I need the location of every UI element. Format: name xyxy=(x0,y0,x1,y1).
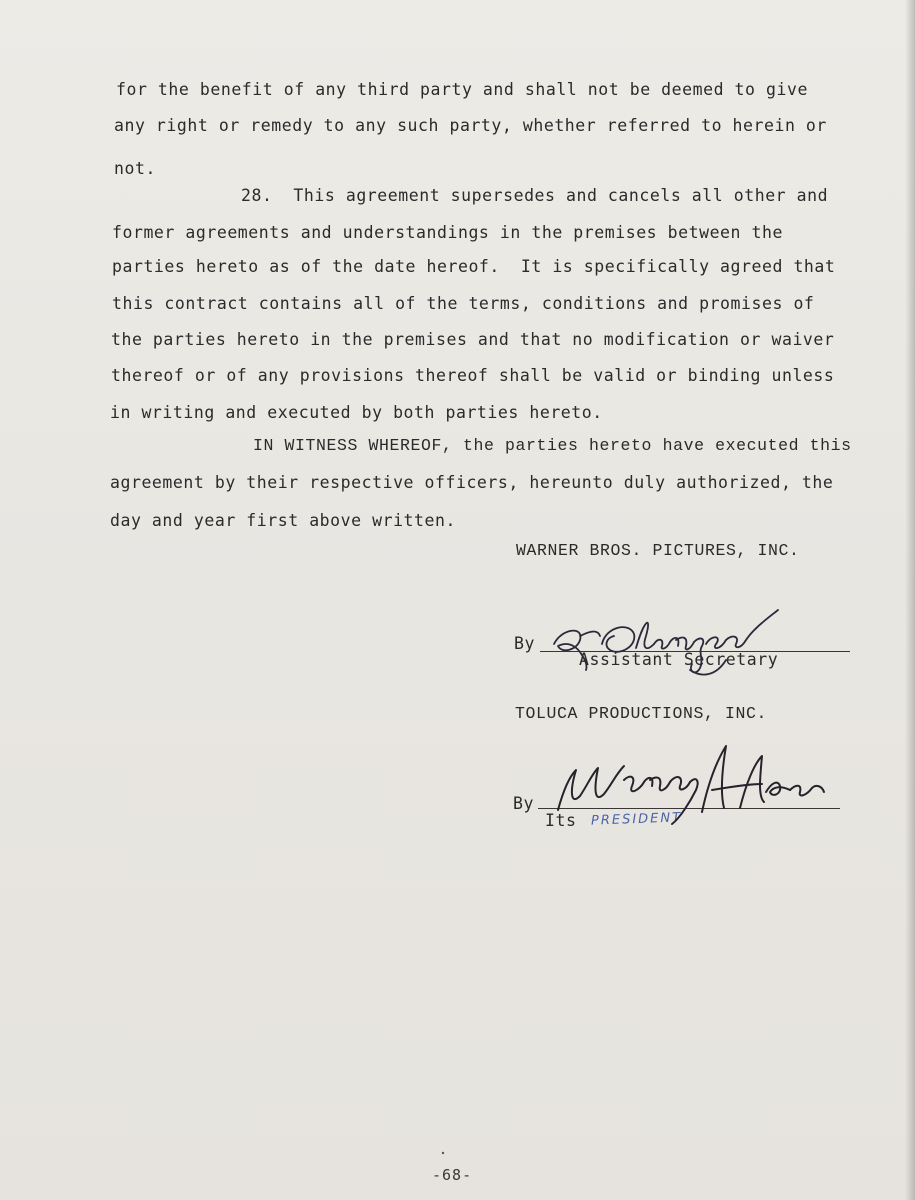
body-line-9: thereof or of any provisions thereof shall be valid or binding unless xyxy=(111,366,835,385)
witness-line-1: IN WITNESS WHEREOF, the parties hereto have executed this xyxy=(253,436,852,455)
paper-speck xyxy=(440,1150,446,1156)
signature-toluca xyxy=(540,740,850,830)
body-line-6: parties hereto as of the date hereof. It is specifically agreed that xyxy=(112,257,836,276)
handwritten-president: PRESIDENT xyxy=(590,810,683,829)
company-name-toluca: TOLUCA PRODUCTIONS, INC. xyxy=(515,704,768,723)
signatory-title-2: Its xyxy=(545,811,577,830)
page-edge-shadow xyxy=(905,0,915,1200)
page-number: -68- xyxy=(432,1166,473,1184)
body-line-8: the parties hereto in the premises and that no modification or waiver xyxy=(111,330,835,349)
by-label-1: By xyxy=(514,634,535,653)
body-line-2: any right or remedy to any such party, whether referred to herein or xyxy=(114,116,827,135)
body-line-5: former agreements and understandings in the premises between the xyxy=(112,223,783,242)
witness-line-2: agreement by their respective officers, hereunto duly authorized, the xyxy=(110,473,834,492)
witness-line-3: day and year first above written. xyxy=(110,511,456,530)
signature-warner xyxy=(540,600,820,690)
body-line-7: this contract contains all of the terms, conditions and promises of xyxy=(112,294,815,313)
by-label-2: By xyxy=(513,794,534,813)
company-name-warner: WARNER BROS. PICTURES, INC. xyxy=(516,541,800,560)
paragraph-28-line-1: 28. This agreement supersedes and cancels all other and xyxy=(241,186,829,205)
signatory-title-1: Assistant Secretary xyxy=(579,650,779,669)
body-line-3: not. xyxy=(114,159,156,178)
body-line-10: in writing and executed by both parties hereto. xyxy=(110,403,603,422)
body-line-1: for the benefit of any third party and shall not be deemed to give xyxy=(116,80,808,99)
